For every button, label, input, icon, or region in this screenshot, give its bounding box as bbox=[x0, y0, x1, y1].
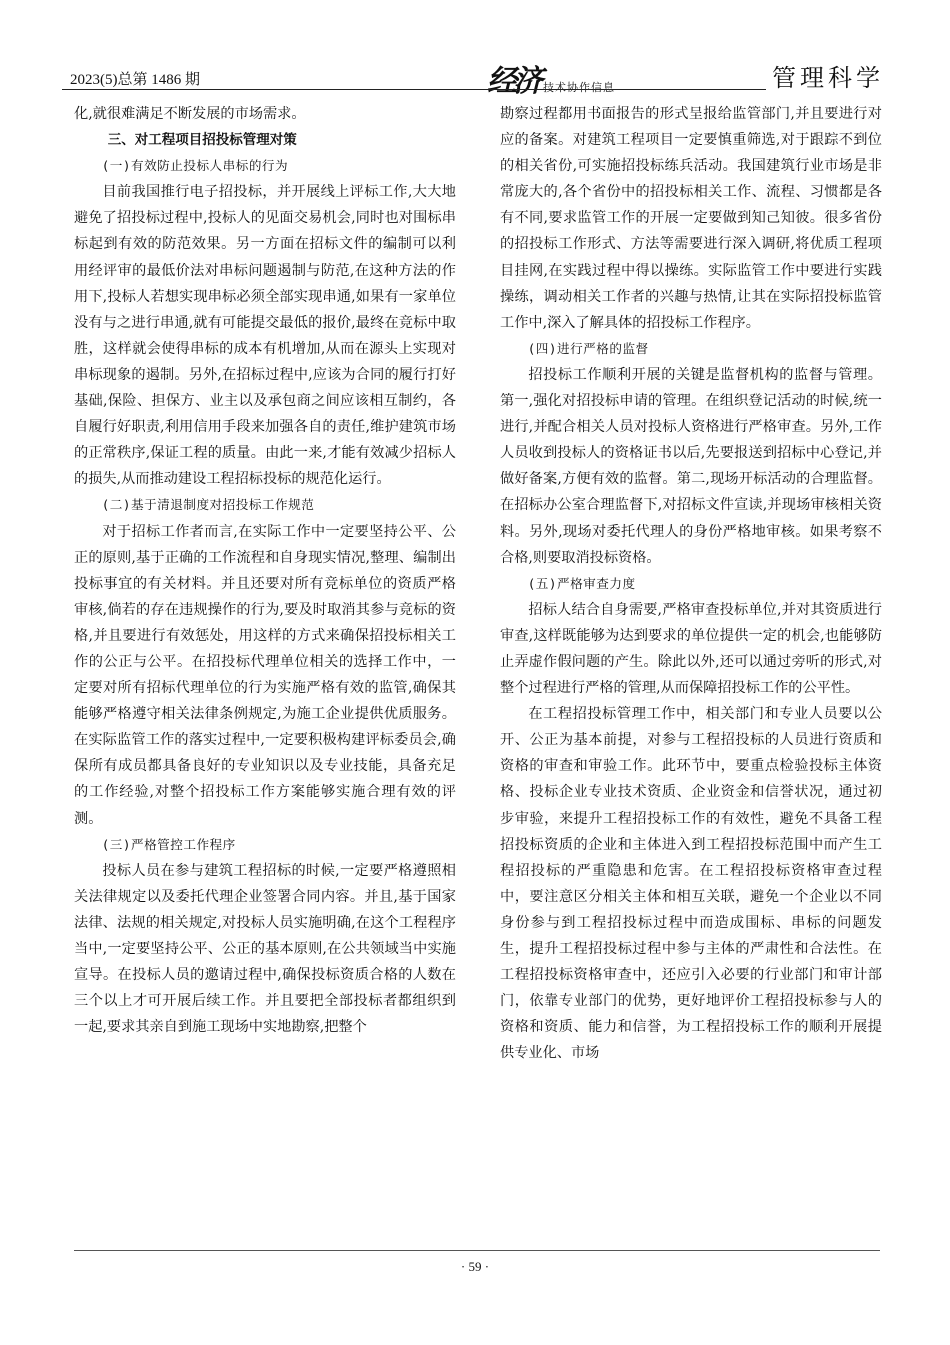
body-paragraph: 目前我国推行电子招投标，并开展线上评标工作,大大地避免了招投标过程中,投标人的见面交易机会,同时也对围标串标起到有效的防范效果。另一方面在招标文件的编制可以利用经评审的最低价法对串标问题遏制与防范,在这种方法的作用下,投标人若想实现串标必须全部实现串通,如果有一家单位没有与之进行串通,就有可能提交最低的报价,最终在竞标中取胜，这样就会使得串标的成本有机增加,从而在源头上实现对串标现象的遏制。另外,在招标过程中,应该为合同的履行打好基础,保险、担保方、业主以及承包商之间应该相互制约，各自履行好职责,利用信用手段来加强各自的责任,维护建筑市场的正常秩序,保证工程的质量。由此一来,才能有效减少招标人的损失,从而推动建设工程招标投标的规范化运行。 bbox=[74, 184, 456, 488]
page-header bbox=[62, 56, 886, 99]
subsection-heading: (三)严格管控工作程序 bbox=[101, 836, 236, 852]
body-paragraph: 对于招标工作者而言,在实际工作中一定要坚持公平、公正的原则,基于正确的工作流程和自身现实情况,整理、编制出投标事宜的有关材料。并且还要对所有竞标单位的资质严格审核,倘若的存在违规操作的行为,要及时取消其参与竞标的资格,并且要进行有效惩处，用这样的方式来确保招投标相关工作的公正与公平。在招投标代理单位相关的选择工作中，一定要对所有招标代理单位的行为实施严格有效的监管,确保其能够严格遵守相关法律条例规定,为施工企业提供优质服务。在实际监管工作的落实过程中,一定要积极构建评标委员会,确保所有成员都具备良好的专业知识以及专业技能，具备充足的工作经验,对整个招投标工作方案能够实施合理有效的评测。 bbox=[74, 523, 456, 827]
subsection-heading: (五)严格审查力度 bbox=[527, 575, 636, 591]
section-title: 管理科学 bbox=[772, 64, 884, 92]
subsection-heading: (四)进行严格的监督 bbox=[527, 340, 649, 356]
subsection-heading: (一)有效防止投标人串标的行为 bbox=[101, 158, 289, 174]
issue-number: 2023(5)总第 1486 期 bbox=[70, 72, 200, 88]
journal-logo-main: 经济 bbox=[487, 64, 539, 99]
journal-logo-subtitle: 技术协作信息 bbox=[543, 81, 615, 94]
header-rule bbox=[62, 89, 766, 90]
page-number: · 59 · bbox=[460, 1259, 490, 1274]
body-paragraph: 化,就很难满足不断发展的市场需求。 bbox=[74, 106, 306, 122]
body-paragraph: 在工程招投标管理工作中，相关部门和专业人员要以公开、公正为基本前提，对参与工程招投标的人员进行资质和资格的审查和审验工作。此环节中，要重点检验投标主体资格、投标企业专业技术资质、企业资金和信誉状况，通过初步审验，来提升工程招投标工作的有效性，避免不具备工程招投标资质的企业和主体进入到工程招投标范围中而产生工程招投标的严重隐患和危害。在工程招投标资格审查过程中，要注意区分相关主体和相互关联，避免一个企业以不同身份参与到工程招投标过程中而造成围标、串标的问题发生，提升工程招投标过程中参与主体的严肃性和合法性。在工程招投标资格审查中，还应引入必要的行业部门和审计部门，依靠专业部门的优势，更好地评价工程招投标参与人的资格和资质、能力和信誉，为工程招投标工作的顺利开展提供专业化、市场 bbox=[500, 706, 882, 1062]
body-paragraph: 投标人员在参与建筑工程招标的时候,一定要严格遵照相关法律规定以及委托代理企业签署合同内容。并且,基于国家法律、法规的相关规定,对投标人员实施明确,在这个工程程序当中,一定要坚持公平、公正的基本原则,在公共领域当中实施宣导。在投标人员的邀请过程中,确保投标资质合格的人数在三个以上才可开展后续工作。并且要把全部投标者都组织到一起,要求其亲自到施工现场中实地勘察,把整个 bbox=[74, 862, 456, 1036]
body-paragraph: 招投标工作顺利开展的关键是监督机构的监督与管理。第一,强化对招投标申请的管理。在组织登记活动的时候,统一进行,并配合相关人员对投标人资格进行严格审查。另外,工作人员收到投标人的资格证书以后,先要报送到招标中心登记,并做好备案,方便有效的监督。第二,现场开标活动的合理监督。在招标办公室合理监督下,对招标文件宣读,并现场审核相关资料。另外,现场对委托代理人的身份严格地审核。如果考察不合格,则要取消投标资格。 bbox=[500, 366, 882, 566]
right-column bbox=[500, 101, 882, 1066]
journal-logo bbox=[487, 56, 615, 100]
body-paragraph: 勘察过程都用书面报告的形式呈报给监管部门,并且要进行对应的备案。对建筑工程项目一定要慎重筛选,对于跟踪不到位的相关省份,可实施招投标练兵活动。我国建筑行业市场是非常庞大的,各个省份中的招投标相关工作、流程、习惯都是各有不同,要求监管工作的开展一定要做到知己知彼。很多省份的招投标工作形式、方法等需要进行深入调研,将优质工程项目挂网,在实践过程中得以操练。实际监管工作中要进行实践操练，调动相关工作者的兴趣与热情,让其在实际招投标监管工作中,深入了解具体的招投标工作程序。 bbox=[500, 106, 882, 331]
section-heading: 三、对工程项目招投标管理对策 bbox=[107, 132, 297, 149]
footer-rule bbox=[74, 1250, 880, 1251]
left-column bbox=[74, 101, 456, 1040]
subsection-heading: (二)基于清退制度对招投标工作规范 bbox=[101, 497, 315, 513]
body-paragraph: 招标人结合自身需要,严格审查投标单位,并对其资质进行审查,这样既能够为达到要求的单位提供一定的机会,也能够防止弄虚作假问题的产生。除此以外,还可以通过旁听的形式,对整个过程进行严格的管理,从而保障招投标工作的公平性。 bbox=[500, 601, 882, 697]
